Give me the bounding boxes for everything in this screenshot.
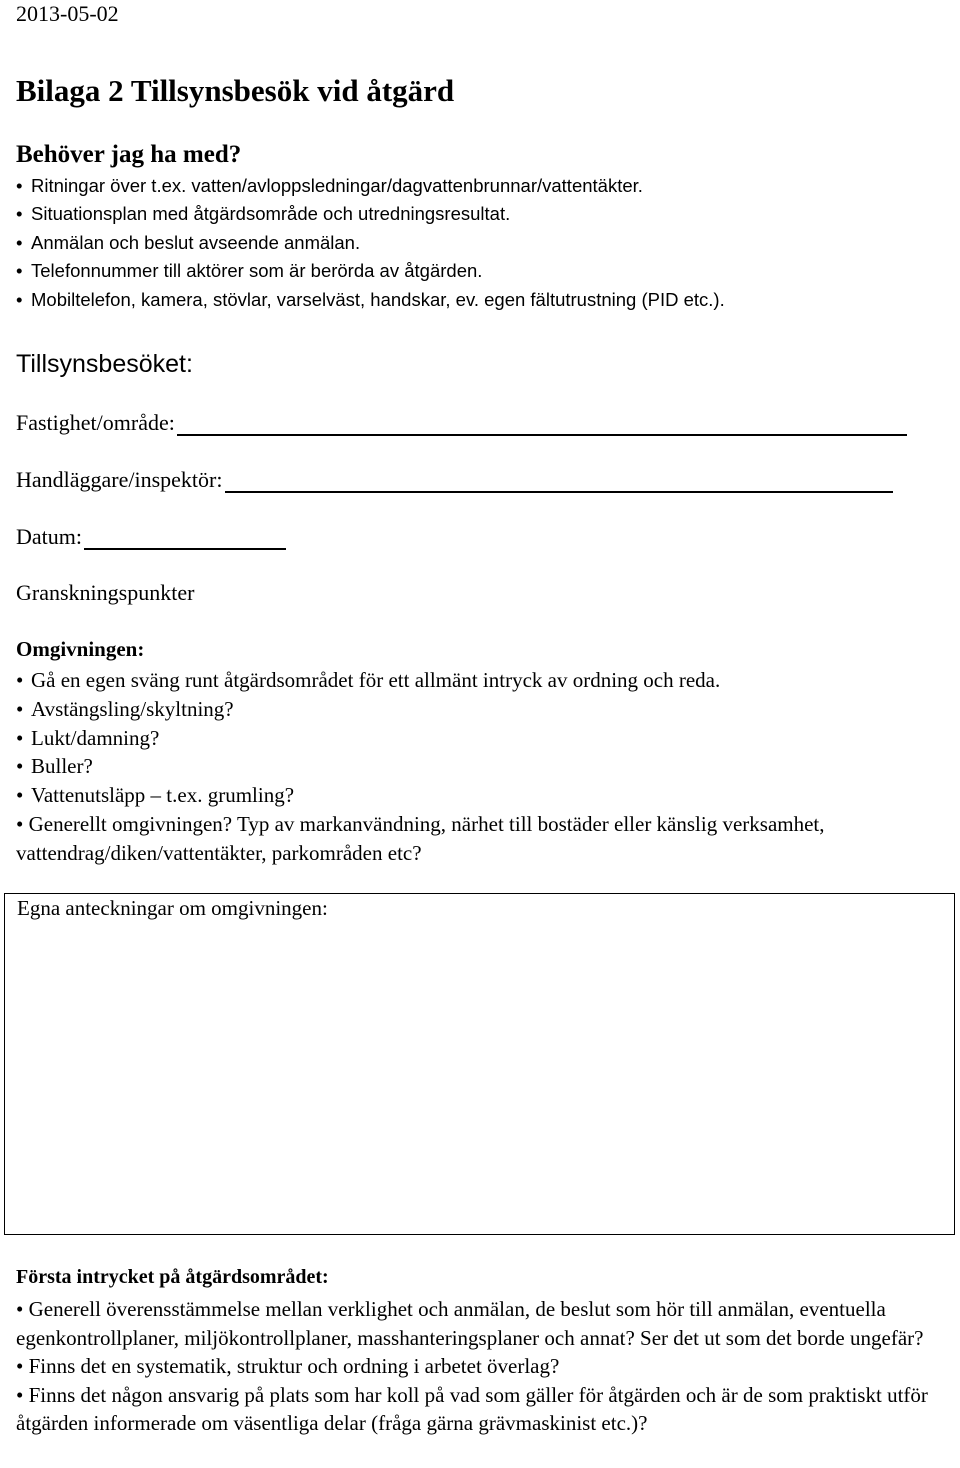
surroundings-last-item: • Generellt omgivningen? Typ av markanvändning, närhet till bostäder eller känslig verksamhet, vattendrag/diken/vattentäkter, parkområden etc?: [16, 812, 825, 865]
list-item: • Generell överensstämmelse mellan verklighet och anmälan, de beslut som hör till anmälan, eventuella egenkontrollplaner, miljökontrollplaner, masshanteringsplaner och annat? Ser det ut som det borde ungefär?: [16, 1297, 924, 1350]
list-item: • Finns det någon ansvarig på plats som har koll på vad som gäller för åtgärden och är de som praktiskt utför åtgärden informerade om väsentliga delar (fråga gärna grävmaskinist etc.)?: [16, 1382, 928, 1436]
bullet: •: [16, 1297, 29, 1321]
surroundings-list: [16, 666, 720, 810]
first-impression-heading: Första intrycket på åtgärdsområdet:: [16, 1266, 329, 1288]
list-item: • Vattenutsläpp – t.ex. grumling?: [16, 781, 720, 810]
date-field: [16, 524, 286, 550]
needs-list: [16, 172, 725, 314]
visit-heading: Tillsynsbesöket:: [16, 350, 193, 378]
notes-label: Egna anteckningar om omgivningen:: [17, 896, 328, 920]
review-heading: Granskningspunkter: [16, 580, 195, 605]
surroundings-heading: Omgivningen:: [16, 637, 145, 661]
list-item: • Situationsplan med åtgärdsområde och utredningsresultat.: [16, 200, 725, 228]
list-item: • Finns det en systematik, struktur och ordning i arbetet överlag?: [16, 1354, 560, 1379]
property-label: Fastighet/område:: [16, 410, 175, 435]
property-field: [16, 410, 907, 436]
needs-heading: Behöver jag ha med?: [16, 141, 242, 168]
officer-input-line[interactable]: [225, 471, 893, 493]
list-item: • Gå en egen sväng runt åtgärdsområdet för ett allmänt intryck av ordning och reda.: [16, 666, 720, 695]
list-item: • Lukt/damning?: [16, 724, 720, 753]
property-input-line[interactable]: [177, 414, 907, 436]
officer-field: [16, 467, 893, 493]
list-item: • Anmälan och beslut avseende anmälan.: [16, 229, 725, 257]
bullet: •: [16, 812, 29, 836]
list-item: • Buller?: [16, 752, 720, 781]
list-item: • Ritningar över t.ex. vatten/avloppsledningar/dagvattenbrunnar/vattentäkter.: [16, 172, 725, 200]
page-title: Bilaga 2 Tillsynsbesök vid åtgärd: [16, 73, 455, 108]
bullet: •: [16, 1382, 29, 1407]
list-item: • Avstängsling/skyltning?: [16, 695, 720, 724]
date-label: Datum:: [16, 524, 82, 549]
date-input-line[interactable]: [84, 528, 286, 550]
document-date: 2013-05-02: [16, 1, 119, 26]
list-item: • Telefonnummer till aktörer som är berörda av åtgärden.: [16, 257, 725, 285]
bullet: •: [16, 1354, 29, 1379]
first-impression-list: [16, 1295, 946, 1438]
notes-box[interactable]: [4, 893, 955, 1235]
list-item: • Mobiltelefon, kamera, stövlar, varselväst, handskar, ev. egen fältutrustning (PID etc.).: [16, 286, 725, 314]
officer-label: Handläggare/inspektör:: [16, 467, 223, 492]
